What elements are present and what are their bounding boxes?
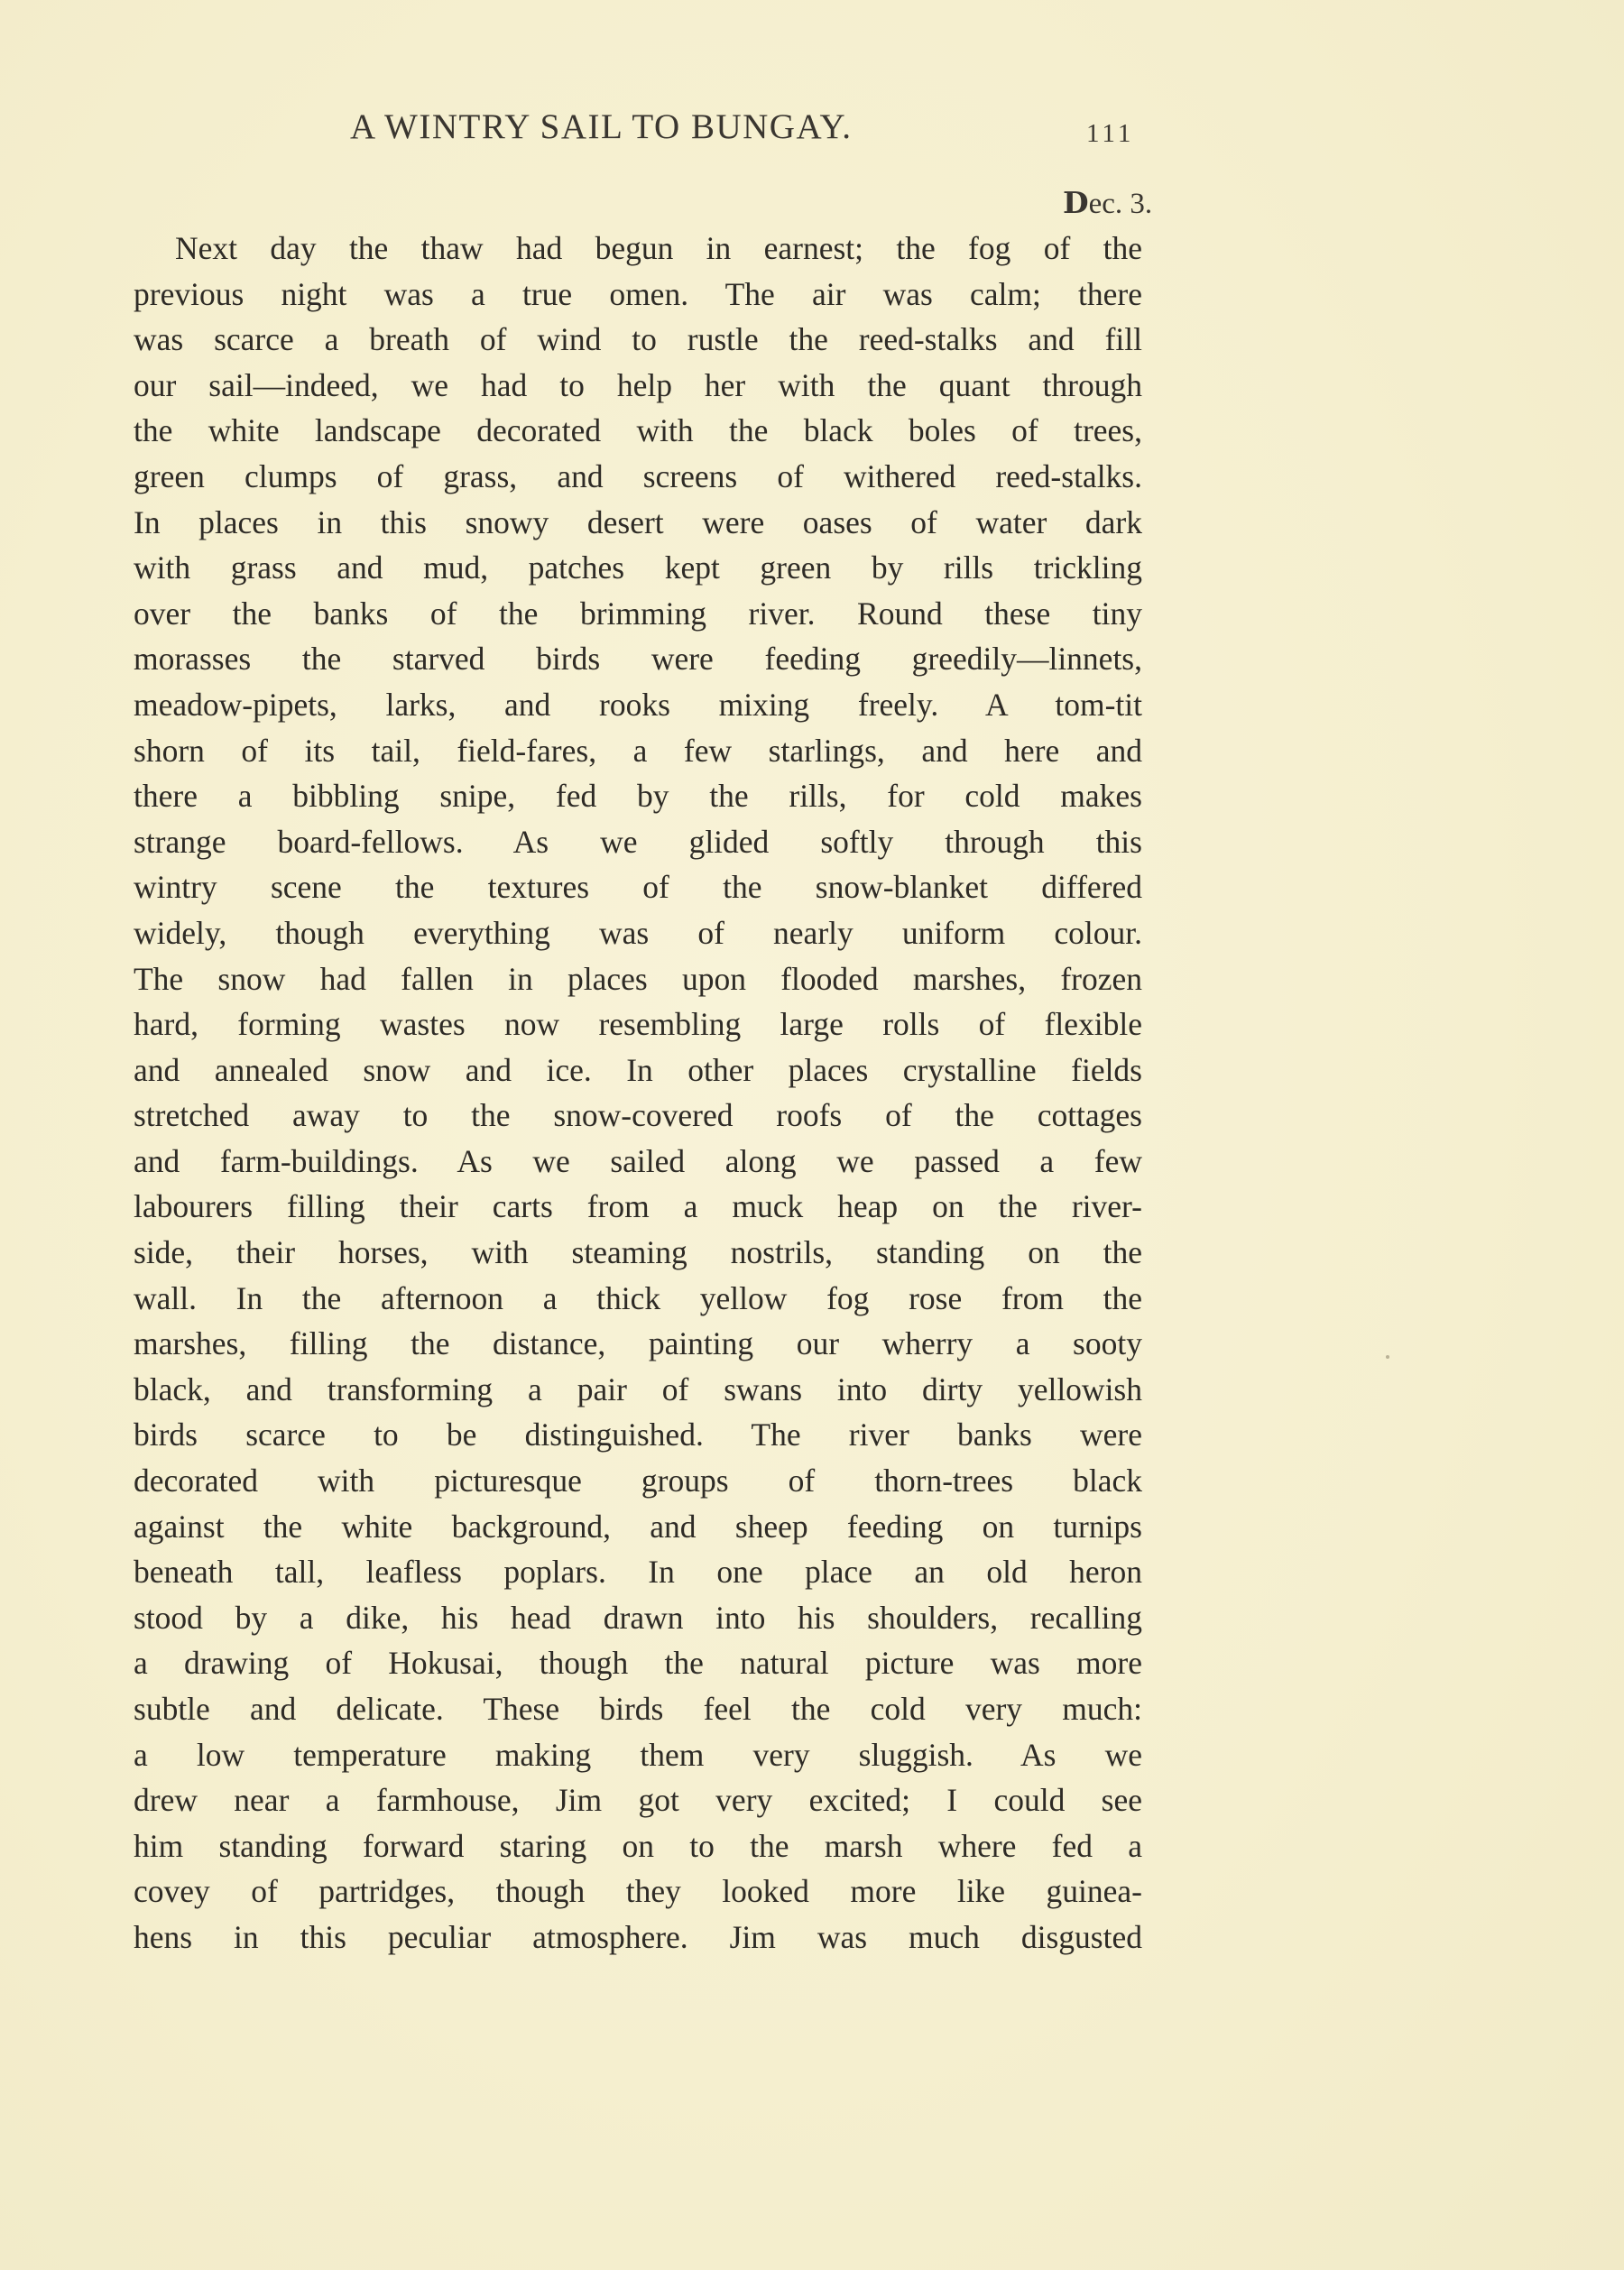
text-line: hens in this peculiar atmosphere. Jim was much disgusted [134,1918,1142,1955]
text-line: the white landscape decorated with the black boles of trees, [134,412,1142,449]
text-line: wall. In the afternoon a thick yellow fog rose from the [134,1279,1142,1316]
text-line: side, their horses, with steaming nostrils, standing on the [134,1234,1142,1271]
text-line: our sail—indeed, we had to help her with the quant through [134,366,1142,403]
page-number: 111 [1086,119,1135,148]
text-line: and annealed snow and ice. In other places crystalline fields [134,1051,1142,1088]
text-line: and farm-buildings. As we sailed along we passed a few [134,1142,1142,1179]
text-line: was scarce a breath of wind to rustle the reed-stalks and fill [134,321,1142,358]
body-text [134,226,1142,1961]
text-line: labourers filling their carts from a muck heap on the river- [134,1188,1142,1225]
text-line: meadow-pipets, larks, and rooks mixing freely. A tom-tit [134,686,1142,723]
text-line: decorated with picturesque groups of thorn-trees black [134,1463,1142,1499]
margin-date-note [1063,185,1152,221]
text-line: wintry scene the textures of the snow-blanket differed [134,869,1142,906]
text-line: previous night was a true omen. The air was calm; there [134,275,1142,312]
text-line: strange board-fellows. As we glided softly through this [134,823,1142,860]
text-line: shorn of its tail, field-fares, a few starlings, and here and [134,732,1142,769]
text-line: morasses the starved birds were feeding greedily—linnets, [134,641,1142,678]
text-line: a low temperature making them very sluggish. As we [134,1736,1142,1773]
paper-speck [1386,1355,1389,1359]
text-line: over the banks of the brimming river. Round these tiny [134,595,1142,632]
text-line: there a bibbling snipe, fed by the rills, for cold makes [134,778,1142,815]
text-line: covey of partridges, though they looked more like guinea- [134,1873,1142,1910]
text-line: Next day the thaw had begun in earnest; the fog of the [175,230,1142,266]
text-line: stood by a dike, his head drawn into his shoulders, recalling [134,1599,1142,1636]
text-line: stretched away to the snow-covered roofs of the cottages [134,1097,1142,1134]
text-line: against the white background, and sheep feeding on turnips [134,1508,1142,1545]
running-head: A WINTRY SAIL TO BUNGAY. [350,107,853,146]
text-line: marshes, filling the distance, painting our wherry a sooty [134,1325,1142,1362]
text-line: green clumps of grass, and screens of withered reed-stalks. [134,457,1142,494]
text-line: with grass and mud, patches kept green by rills trickling [134,549,1142,586]
text-line: black, and transforming a pair of swans into dirty yellowish [134,1370,1142,1407]
margin-date-initial: D [1063,185,1089,220]
text-line: The snow had fallen in places upon flooded marshes, frozen [134,960,1142,997]
text-line: drew near a farmhouse, Jim got very excited; I could see [134,1782,1142,1819]
text-line: a drawing of Hokusai, though the natural picture was more [134,1645,1142,1682]
text-line: beneath tall, leafless poplars. In one place an old heron [134,1554,1142,1591]
text-line: subtle and delicate. These birds feel the cold very much: [134,1691,1142,1727]
text-line: birds scarce to be distinguished. The river banks were [134,1416,1142,1453]
text-line: widely, though everything was of nearly uniform colour. [134,914,1142,951]
text-line: In places in this snowy desert were oases of water dark [134,503,1142,540]
text-line: him standing forward staring on to the marsh where fed a [134,1827,1142,1864]
margin-date-rest: ec. 3. [1088,188,1153,220]
text-line: hard, forming wastes now resembling large rolls of flexible [134,1006,1142,1043]
